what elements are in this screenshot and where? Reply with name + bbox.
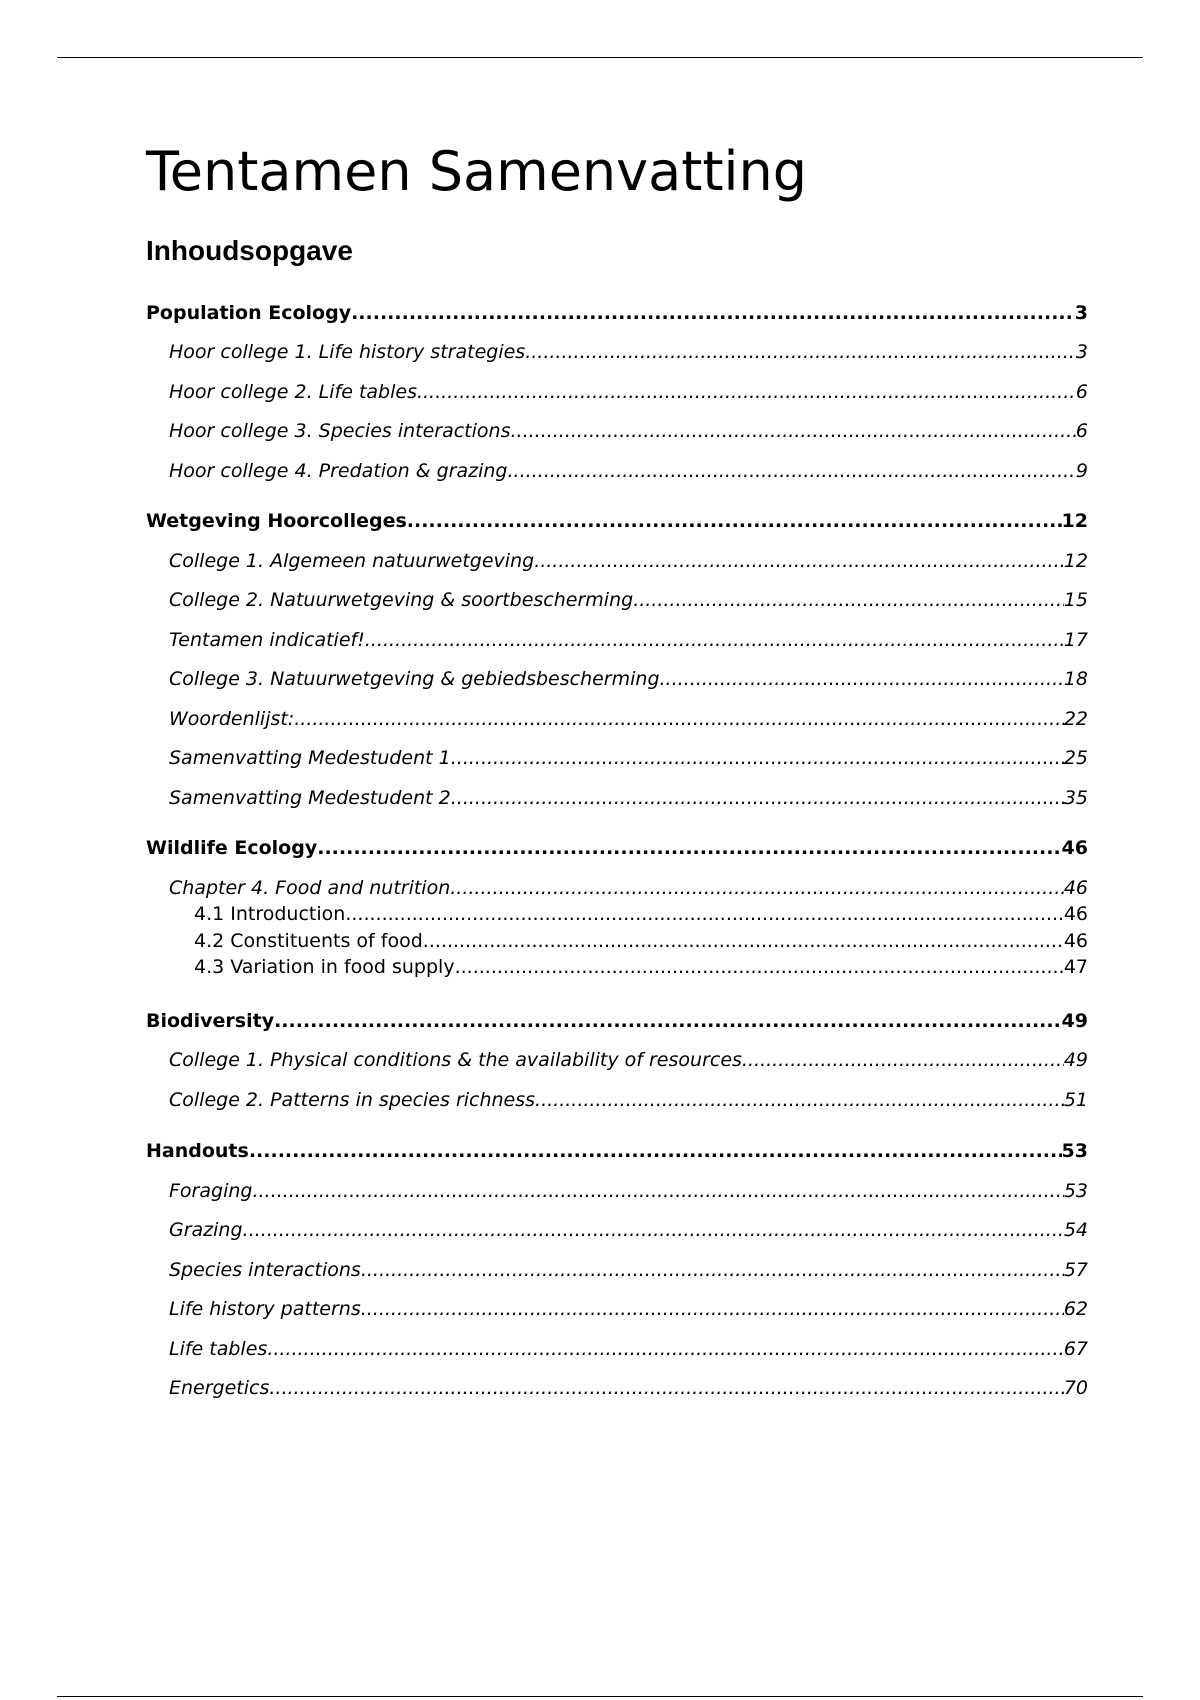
header-rule bbox=[57, 57, 1143, 58]
toc-entry-label: Population Ecology bbox=[146, 302, 352, 324]
toc-leader-dots bbox=[450, 877, 1064, 900]
toc-leader-dots bbox=[455, 956, 1064, 979]
toc-leader-dots bbox=[633, 589, 1064, 612]
toc-entry-label: Wildlife Ecology bbox=[146, 837, 318, 859]
toc-subsection-entry[interactable] bbox=[146, 708, 1088, 731]
toc-leader-dots bbox=[365, 629, 1064, 652]
toc-leader-dots bbox=[742, 1049, 1064, 1072]
toc-entry-page: 22 bbox=[1063, 708, 1088, 730]
toc-subsubsection-entry[interactable] bbox=[146, 956, 1088, 979]
toc-section-entry[interactable] bbox=[146, 837, 1088, 860]
toc-entry-label: Grazing bbox=[169, 1219, 243, 1241]
toc-subsection-entry[interactable] bbox=[146, 877, 1088, 900]
toc-subsection-entry[interactable] bbox=[146, 1377, 1088, 1400]
toc-leader-dots bbox=[417, 381, 1076, 404]
toc-leader-dots bbox=[361, 1259, 1064, 1282]
toc-entry-label: Tentamen indicatief! bbox=[169, 629, 365, 651]
toc-entry-label: Biodiversity bbox=[146, 1010, 275, 1032]
toc-leader-dots bbox=[243, 1219, 1064, 1242]
toc-entry-page: 6 bbox=[1075, 381, 1088, 403]
toc-entry-page: 46 bbox=[1063, 930, 1088, 952]
toc-entry-page: 18 bbox=[1063, 668, 1088, 690]
toc-leader-dots bbox=[267, 1338, 1064, 1361]
toc-entry-page: 54 bbox=[1063, 1219, 1088, 1241]
toc-leader-dots bbox=[269, 1377, 1063, 1400]
toc-leader-dots bbox=[361, 1298, 1064, 1321]
toc-subsubsection-entry[interactable] bbox=[146, 930, 1088, 953]
toc-subsection-entry[interactable] bbox=[146, 1298, 1088, 1321]
toc-subsection-entry[interactable] bbox=[146, 381, 1088, 404]
toc-subsection-entry[interactable] bbox=[146, 1219, 1088, 1242]
toc-subsection-entry[interactable] bbox=[146, 420, 1088, 443]
toc-entry-label: Hoor college 1. Life history strategies bbox=[169, 341, 526, 363]
toc-subsection-entry[interactable] bbox=[146, 1180, 1088, 1203]
toc-subsection-entry[interactable] bbox=[146, 1089, 1088, 1112]
toc-entry-label: 4.3 Variation in food supply bbox=[194, 956, 455, 978]
toc-entry-page: 46 bbox=[1063, 877, 1088, 899]
toc-subsection-entry[interactable] bbox=[146, 1259, 1088, 1282]
toc-entry-page: 3 bbox=[1075, 341, 1088, 363]
toc-entry-page: 49 bbox=[1063, 1049, 1088, 1071]
toc-leader-dots bbox=[510, 420, 1075, 443]
toc-entry-label: College 1. Physical conditions & the availability of resources bbox=[169, 1049, 742, 1071]
toc-subsection-entry[interactable] bbox=[146, 747, 1088, 770]
toc-leader-dots bbox=[345, 903, 1063, 926]
toc-entry-page: 53 bbox=[1063, 1180, 1088, 1202]
toc-entry-label: Hoor college 4. Predation & grazing bbox=[169, 460, 508, 482]
toc-entry-page: 12 bbox=[1061, 510, 1088, 532]
toc-entry-label: College 3. Natuurwetgeving & gebiedsbescherming bbox=[169, 668, 660, 690]
toc-subsection-entry[interactable] bbox=[146, 550, 1088, 573]
toc-leader-dots bbox=[252, 1180, 1063, 1203]
toc-entry-label: Life tables bbox=[169, 1338, 268, 1360]
toc-entry-page: 47 bbox=[1063, 956, 1088, 978]
toc-entry-label: Species interactions bbox=[169, 1259, 361, 1281]
toc-subsection-entry[interactable] bbox=[146, 787, 1088, 810]
toc-leader-dots bbox=[249, 1140, 1062, 1163]
toc-subsubsection-entry[interactable] bbox=[146, 903, 1088, 926]
toc-leader-dots bbox=[507, 460, 1075, 483]
toc-leader-dots bbox=[317, 837, 1061, 860]
toc-heading: Inhoudsopgave bbox=[146, 235, 353, 266]
toc-subsection-entry[interactable] bbox=[146, 589, 1088, 612]
toc-entry-label: College 2. Patterns in species richness bbox=[169, 1089, 536, 1111]
toc-leader-dots bbox=[451, 747, 1064, 770]
toc-entry-page: 9 bbox=[1075, 460, 1088, 482]
toc-entry-label: Foraging bbox=[169, 1180, 253, 1202]
toc-entry-label: Chapter 4. Food and nutrition bbox=[169, 877, 451, 899]
toc-leader-dots bbox=[407, 510, 1062, 533]
document-title: Tentamen Samenvatting bbox=[146, 140, 808, 203]
toc-leader-dots bbox=[451, 787, 1064, 810]
toc-entry-page: 57 bbox=[1063, 1259, 1088, 1281]
toc-entry-page: 70 bbox=[1063, 1377, 1088, 1399]
toc-entry-label: 4.2 Constituents of food bbox=[194, 930, 423, 952]
toc-entry-page: 51 bbox=[1063, 1089, 1088, 1111]
toc-leader-dots bbox=[351, 302, 1075, 325]
toc-entry-page: 35 bbox=[1063, 787, 1088, 809]
toc-subsection-entry[interactable] bbox=[146, 629, 1088, 652]
toc-leader-dots bbox=[294, 708, 1064, 731]
toc-entry-page: 46 bbox=[1063, 903, 1088, 925]
toc-entry-page: 62 bbox=[1063, 1298, 1088, 1320]
toc-subsection-entry[interactable] bbox=[146, 1338, 1088, 1361]
toc-entry-page: 12 bbox=[1063, 550, 1088, 572]
toc-section-entry[interactable] bbox=[146, 302, 1088, 325]
toc-entry-page: 15 bbox=[1063, 589, 1088, 611]
toc-section-entry[interactable] bbox=[146, 1140, 1088, 1163]
toc-entry-label: Woordenlijst: bbox=[169, 708, 295, 730]
toc-section-entry[interactable] bbox=[146, 510, 1088, 533]
toc-leader-dots bbox=[423, 930, 1064, 953]
toc-section-entry[interactable] bbox=[146, 1010, 1088, 1033]
toc-entry-page: 3 bbox=[1074, 302, 1088, 324]
toc-leader-dots bbox=[660, 668, 1064, 691]
toc-entry-label: Hoor college 3. Species interactions bbox=[169, 420, 511, 442]
toc-entry-label: 4.1 Introduction bbox=[194, 903, 346, 925]
toc-entry-label: Samenvatting Medestudent 1 bbox=[169, 747, 451, 769]
toc-leader-dots bbox=[274, 1010, 1061, 1033]
toc-entry-label: Samenvatting Medestudent 2 bbox=[169, 787, 451, 809]
toc-entry-label: College 1. Algemeen natuurwetgeving bbox=[169, 550, 535, 572]
toc-entry-label: Energetics bbox=[169, 1377, 270, 1399]
toc-entry-page: 25 bbox=[1063, 747, 1088, 769]
toc-entry-label: Life history patterns bbox=[169, 1298, 361, 1320]
toc-entry-label: Hoor college 2. Life tables bbox=[169, 381, 417, 403]
toc-subsection-entry[interactable] bbox=[146, 1049, 1088, 1072]
toc-entry-label: College 2. Natuurwetgeving & soortbescherming bbox=[169, 589, 634, 611]
toc-leader-dots bbox=[525, 341, 1076, 364]
toc-entry-page: 49 bbox=[1061, 1010, 1088, 1032]
toc-entry-page: 17 bbox=[1063, 629, 1088, 651]
toc-entry-page: 6 bbox=[1075, 420, 1088, 442]
toc-entry-label: Wetgeving Hoorcolleges bbox=[146, 510, 407, 532]
toc-leader-dots bbox=[535, 1089, 1064, 1112]
toc-entry-page: 46 bbox=[1061, 837, 1088, 859]
toc-subsection-entry[interactable] bbox=[146, 668, 1088, 691]
footer-rule bbox=[57, 1696, 1143, 1697]
toc-subsection-entry[interactable] bbox=[146, 460, 1088, 483]
toc-subsection-entry[interactable] bbox=[146, 341, 1088, 364]
toc-entry-page: 67 bbox=[1063, 1338, 1088, 1360]
toc-entry-page: 53 bbox=[1061, 1140, 1088, 1162]
toc-entry-label: Handouts bbox=[146, 1140, 249, 1162]
toc-leader-dots bbox=[534, 550, 1064, 573]
